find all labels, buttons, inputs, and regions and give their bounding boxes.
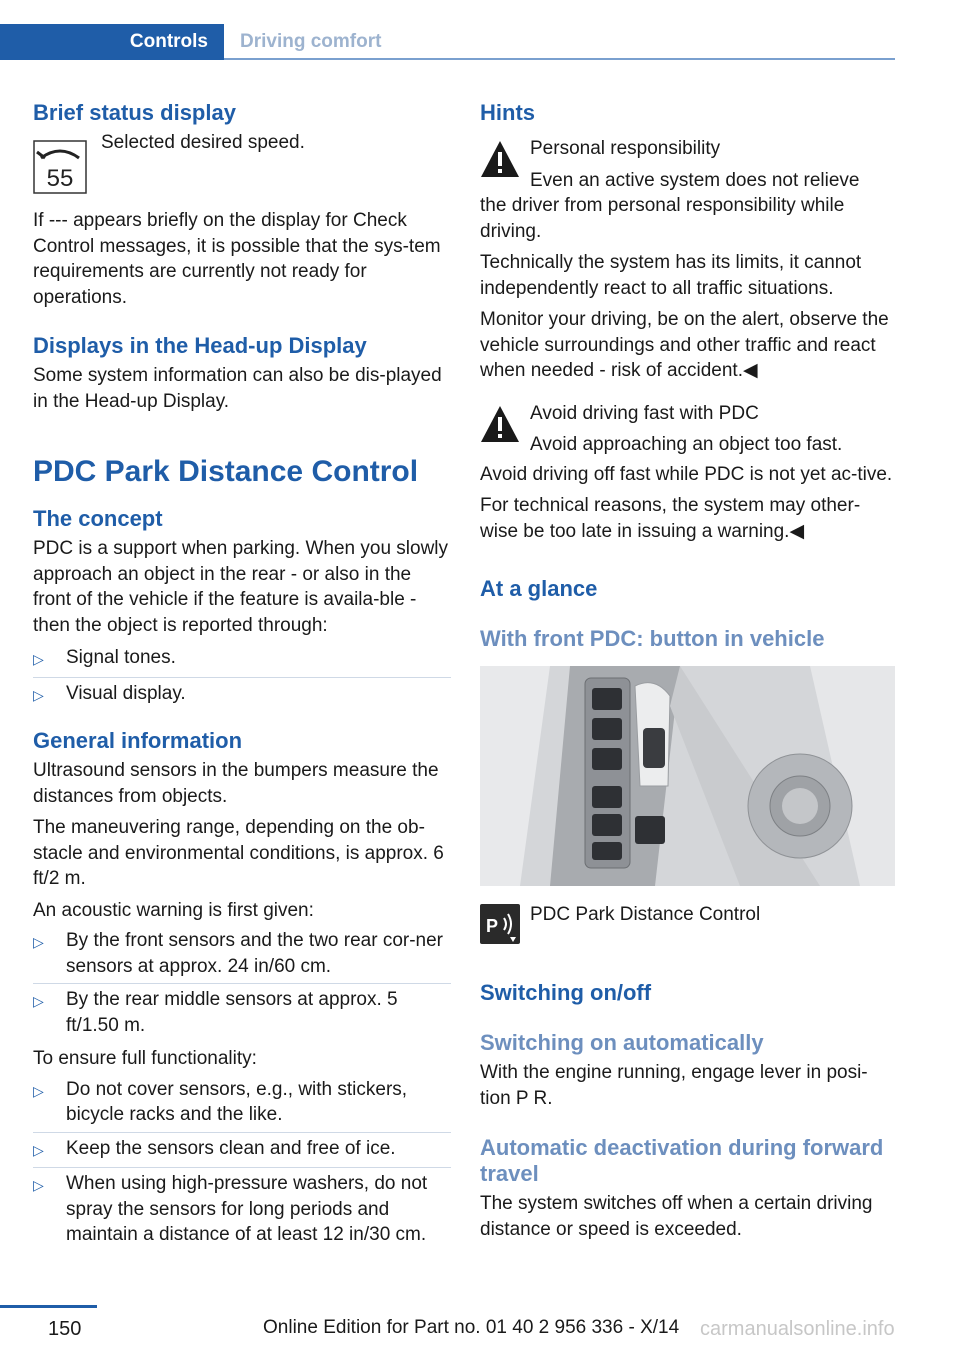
brief-status-paragraph: If --- appears briefly on the display for Check Control messages, it is possible that the sys-tem requirements are currently not ready for operations. <box>33 210 441 308</box>
warning-1-paragraph-2: Technically the system has its limits, it cannot independently react to all traffic situations. <box>480 252 862 299</box>
warning-triangle-icon <box>480 404 520 444</box>
front-pdc-title: With front PDC: button in vehicle <box>480 626 825 651</box>
watermark: carmanualsonline.info <box>700 1318 895 1340</box>
warning-1-text: the driver from personal responsibility while driving. <box>480 195 845 242</box>
concept-title: The concept <box>33 506 163 531</box>
general-paragraph-1: Ultrasound sensors in the bumpers measure the distances from objects. <box>33 760 439 807</box>
edition-text: Online Edition for Part no. 01 40 2 956 336 - X/14 <box>263 1317 680 1338</box>
auto-off-paragraph: The system switches off when a certain driving distance or speed is exceeded. <box>480 1193 873 1240</box>
concept-list <box>33 642 451 712</box>
switching-title: Switching on/off <box>480 980 652 1005</box>
list-item: ▷ When using high-pressure washers, do not spray the sensors for long periods and maintain a distance of at least 12 in/30 cm. <box>33 1168 451 1252</box>
section-tab: Controls <box>0 24 224 60</box>
bullet-icon: ▷ <box>33 934 44 950</box>
warning-list <box>33 925 451 1042</box>
pdc-title: PDC Park Distance Control <box>33 455 419 488</box>
left-column <box>33 100 451 1252</box>
bullet-icon: ▷ <box>33 686 44 703</box>
bullet-icon: ▷ <box>33 1177 44 1193</box>
hud-paragraph: Some system information can also be dis-played in the Head-up Display. <box>33 365 442 412</box>
footer-rule <box>0 1305 97 1308</box>
at-a-glance-title: At a glance <box>480 576 598 601</box>
header-rule <box>224 58 895 60</box>
warning-block-1 <box>480 136 898 193</box>
center-console-illustration <box>480 666 895 886</box>
pdc-button-row <box>480 904 898 944</box>
general-paragraph-3: An acoustic warning is first given: <box>33 899 314 921</box>
warning-2-paragraph-2: Avoid driving off fast while PDC is not yet ac-tive. <box>480 463 893 485</box>
list-item: ▷ Do not cover sensors, e.g., with stickers, bicycle racks and the like. <box>33 1074 451 1133</box>
warning-2-title: Avoid driving fast with PDC <box>530 402 759 424</box>
ensure-list <box>33 1074 451 1252</box>
center-console-photo <box>480 666 895 886</box>
hud-title: Displays in the Head-up Display <box>33 333 367 358</box>
warning-triangle-icon <box>480 139 520 179</box>
bullet-icon: ▷ <box>33 1082 44 1099</box>
list-item: ▷ Signal tones. <box>33 642 451 678</box>
page-number: 150 <box>48 1318 82 1340</box>
list-item: ▷ Visual display. <box>33 678 451 713</box>
pdc-button-caption: PDC Park Distance Control <box>530 904 761 925</box>
speed-value: 55 <box>46 165 74 192</box>
page-header <box>0 24 895 60</box>
auto-on-paragraph: With the engine running, engage lever in posi-tion P R. <box>480 1062 868 1109</box>
concept-paragraph: PDC is a support when parking. When you slowly approach an object in the rear - or also in the front of the vehicle if the feature is availa-ble - then the object is reported through: <box>33 538 449 636</box>
speed-limit-icon <box>33 140 87 194</box>
warning-1-paragraph-3: Monitor your driving, be on the alert, observe the vehicle surroundings and other traffic and react when needed - risk of accident.◀ <box>480 309 889 381</box>
general-paragraph-2: The maneuvering range, depending on the ob-stacle and environmental conditions, is approx. 6 ft/2 m. <box>33 817 444 889</box>
auto-on-title: Switching on automatically <box>480 1030 764 1055</box>
pdc-button-icon <box>480 904 520 944</box>
ensure-paragraph: To ensure full functionality: <box>33 1048 257 1069</box>
list-item: ▷ By the rear middle sensors at approx. 5 ft/1.50 m. <box>33 984 451 1042</box>
svg-text:P: P <box>486 916 499 936</box>
warning-2-paragraph-3: For technical reasons, the system may other-wise be too late in issuing a warning.◀ <box>480 495 861 542</box>
bullet-icon: ▷ <box>33 1141 44 1158</box>
warning-1-title: Personal responsibility <box>530 138 721 159</box>
brief-status-caption: Selected desired speed. <box>101 132 305 153</box>
general-info-title: General information <box>33 728 243 753</box>
warning-1-first-line: Even an active system does not relieve <box>530 169 860 191</box>
bullet-icon: ▷ <box>33 651 44 667</box>
warning-block-2 <box>480 401 898 458</box>
list-item: ▷ Keep the sensors clean and free of ice. <box>33 1133 451 1169</box>
brief-status-row <box>33 132 451 194</box>
list-item: ▷ By the front sensors and the two rear cor-ner sensors at approx. 24 in/60 cm. <box>33 925 451 984</box>
warning-2-first-line: Avoid approaching an object too fast. <box>530 434 843 455</box>
auto-off-title: Automatic deactivation during forward travel <box>480 1135 884 1186</box>
brief-status-title: Brief status display <box>33 100 236 125</box>
hints-title: Hints <box>480 100 535 125</box>
right-column <box>480 100 898 1242</box>
bullet-icon: ▷ <box>33 993 44 1009</box>
subsection-label: Driving comfort <box>240 31 382 52</box>
